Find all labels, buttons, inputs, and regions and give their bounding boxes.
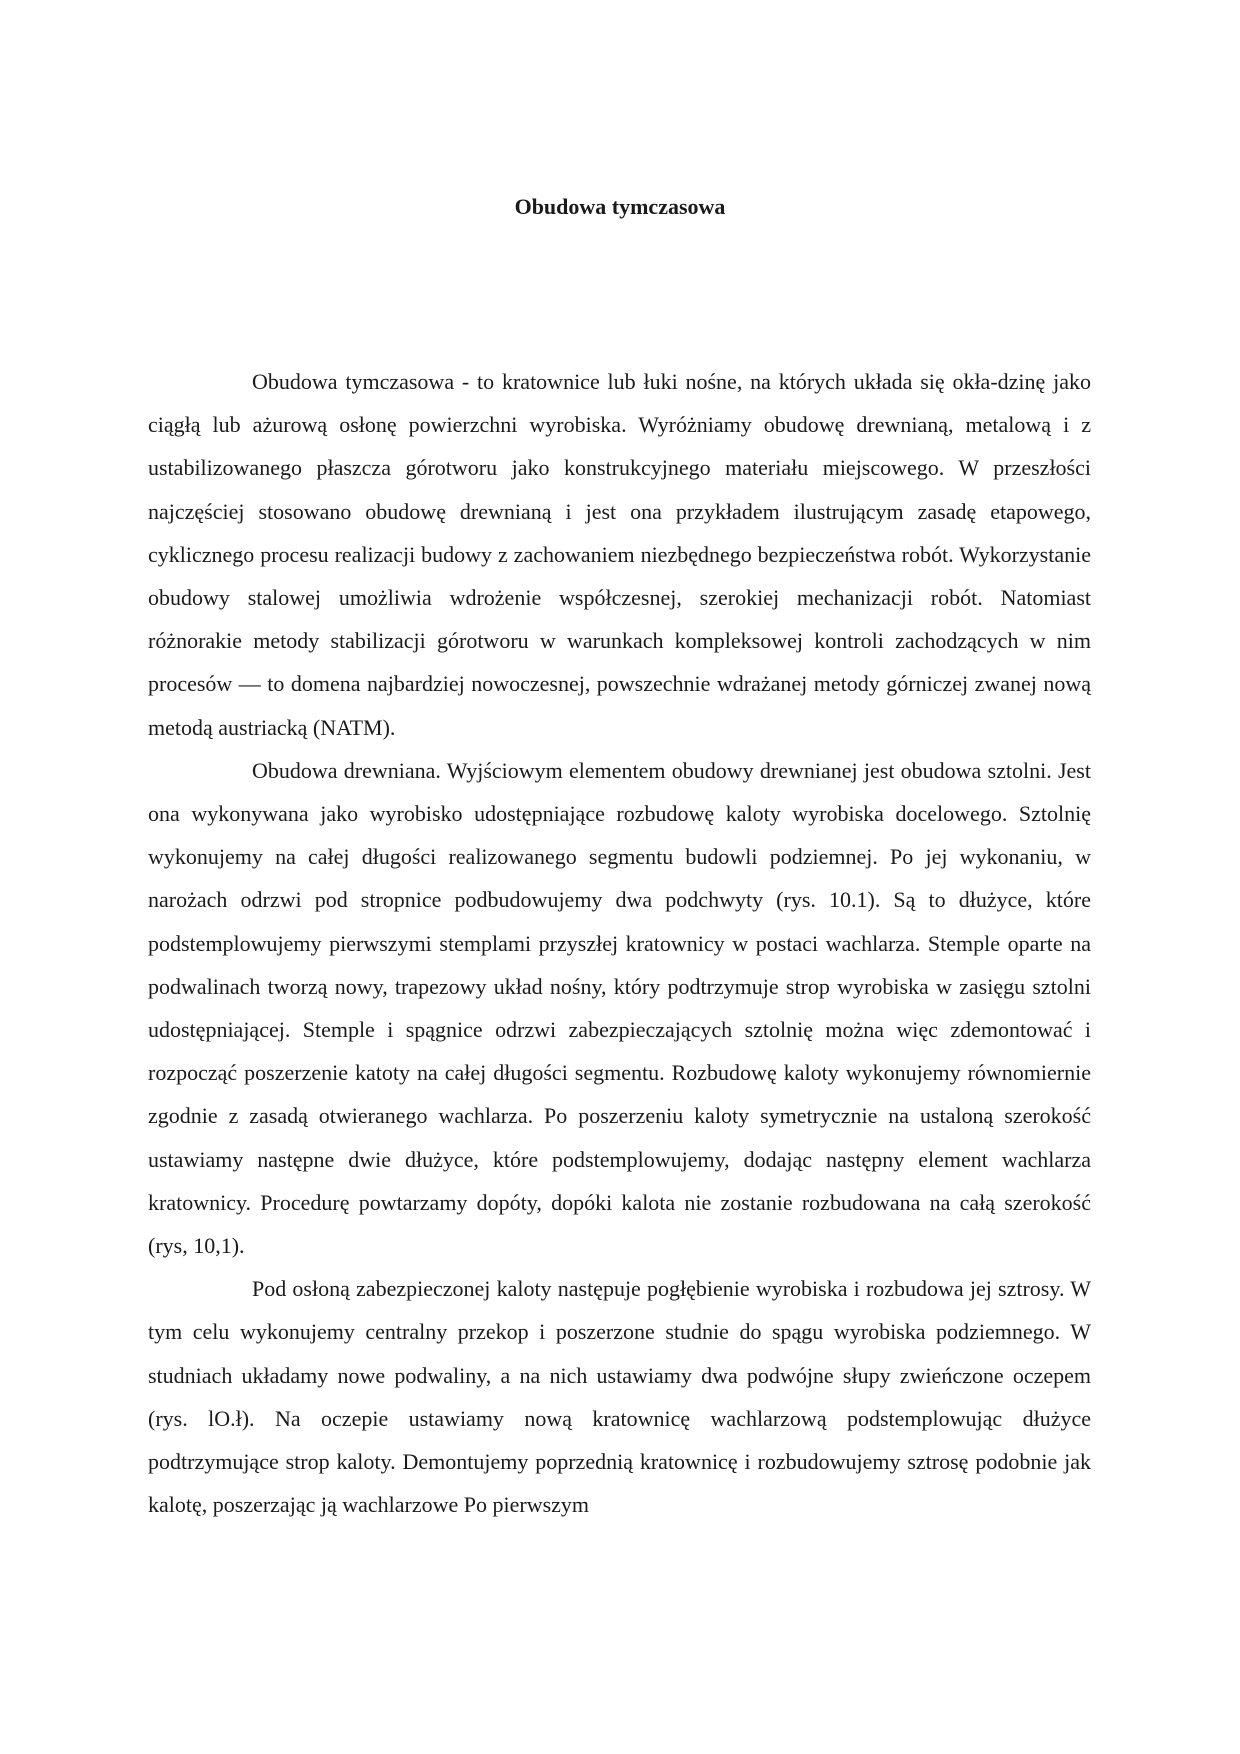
paragraph-wooden-support: Obudowa drewniana. Wyjściowym elementem obudowy drewnianej jest obudowa sztolni. Jest ona wykonywana jako wyrobisko udostępniające rozbudowę kaloty wyrobiska docelowego. Sztolnię wykonujemy na całej długości realizowanego segmentu budowli podziemnej. Po jej wykonaniu, w narożach odrzwi pod stropnice podbudowujemy dwa podchwyty (rys. 10.1). Są to dłużyce, które podstemplowujemy pierwszymi stemplami przyszłej kratownicy w postaci wachlarza. Stemple oparte na podwalinach tworzą nowy, trapezowy układ nośny, który podtrzymuje strop wyrobiska w zasięgu sztolni udostępniającej. Stemple i spągnice odrzwi zabezpieczających sztolnię można więc zdemontować i rozpocząć poszerzenie katoty na całej długości segmentu. Rozbudowę kaloty wykonujemy równomiernie zgodnie z zasadą otwieranego wachlarza. Po poszerzeniu kaloty symetrycznie na ustaloną szerokość ustawiamy następne dwie dłużyce, które podstemplowujemy, dodając następny element wachlarza kratownicy. Procedurę powtarzamy dopóty, dopóki kalota nie zostanie rozbudowana na całą szerokość (rys, 10,1). bbox=[148, 757, 1091, 1259]
paragraph-deepening: Pod osłoną zabezpieczonej kaloty następuje pogłębienie wyrobiska i rozbudowa jej sztrosy. W tym celu wykonujemy centralny przekop i poszerzone studnie do spągu wyrobiska podziemnego. W studniach układamy nowe podwaliny, a na nich ustawiamy dwa podwójne słupy zwieńczone oczepem (rys. lO.ł). Na oczepie ustawiamy nową kratownicę wachlarzową podstemplowując dłużyce podtrzymujące strop kaloty. Demontujemy poprzednią kratownicę i rozbudowujemy sztrosę podobnie jak kalotę, poszerzając ją wachlarzowe Po pierwszym bbox=[148, 1276, 1091, 1518]
document-body bbox=[148, 360, 1091, 1526]
document-title: Obudowa tymczasowa bbox=[514, 194, 726, 219]
paragraph-intro: Obudowa tymczasowa - to kratownice lub łuki nośne, na których układa się okła-dzinę jako ciągłą lub ażurową osłonę powierzchni wyrobiska. Wyróżniamy obudowę drewnianą, metalową i z ustabilizowanego płaszcza górotworu jako konstrukcyjnego materiału miejscowego. W przeszłości najczęściej stosowano obudowę drewnianą i jest ona przykładem ilustrującym zasadę etapowego, cyklicznego procesu realizacji budowy z zachowaniem niezbędnego bezpieczeństwa robót. Wykorzystanie obudowy stalowej umożliwia wdrożenie współczesnej, szerokiej mechanizacji robót. Natomiast różnorakie metody stabilizacji górotworu w warunkach kompleksowej kontroli zachodzących w nim procesów — to domena najbardziej nowoczesnej, powszechnie wdrażanej metody górniczej zwanej nową metodą austriacką (NATM). bbox=[148, 369, 1091, 740]
